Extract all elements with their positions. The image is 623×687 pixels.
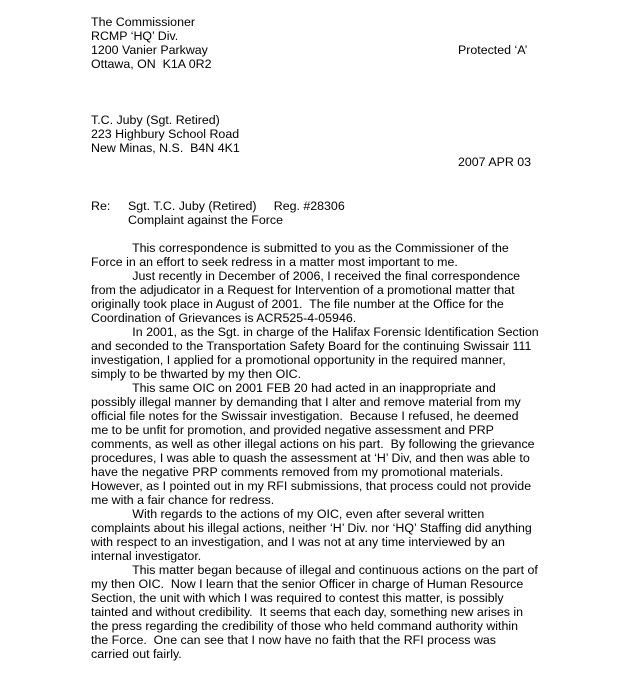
body-line: With regards to the actions of my OIC, even after several written — [91, 507, 485, 521]
recipient-line-3: 1200 Vanier Parkway — [91, 43, 208, 57]
body-line: internal investigator. — [91, 549, 202, 563]
body-line: originally took place in August of 2001. The file number at the Office for the — [91, 297, 504, 311]
re-subject-line-1: Sgt. T.C. Juby (Retired) Reg. #28306 — [128, 199, 345, 213]
body-line: have the negative PRP comments removed from my promotional materials. — [91, 465, 504, 479]
body-line: This same OIC on 2001 FEB 20 had acted in an inappropriate and — [91, 381, 496, 395]
sender-line-2: 223 Highbury School Road — [91, 127, 240, 141]
sender-line-3: New Minas, N.S. B4N 4K1 — [91, 141, 240, 155]
re-label: Re: — [91, 199, 111, 213]
body-line: official file notes for the Swissair investigation. Because I refused, he deemed — [91, 409, 519, 423]
recipient-line-1: The Commissioner — [91, 15, 195, 29]
body-line: from the adjudicator in a Request for Intervention of a promotional matter that — [91, 283, 515, 297]
body-line: tainted and without credibility. It seems that each day, something new arises in — [91, 605, 524, 619]
re-subject-line-2: Complaint against the Force — [128, 213, 283, 227]
body-line: However, as I pointed out in my RFI submissions, that process could not provide — [91, 479, 532, 493]
body-line: Section, the unit with which I was required to contest this matter, is possibly — [91, 591, 504, 605]
body-line: In 2001, as the Sgt. in charge of the Halifax Forensic Identification Section — [91, 325, 539, 339]
body-line: the press regarding the credibility of those who held command authority within — [91, 619, 519, 633]
recipient-line-2: RCMP ‘HQ’ Div. — [91, 29, 179, 43]
body-line: comments, as well as other illegal actions on his part. By following the grievance — [91, 437, 535, 451]
body-line: carried out fairly. — [91, 647, 182, 661]
classification-label: Protected ‘A’ — [458, 43, 528, 57]
sender-line-1: T.C. Juby (Sgt. Retired) — [91, 113, 220, 127]
body-line: This matter began because of illegal and continuous actions on the part of — [91, 563, 538, 577]
body-line: my then OIC. Now I learn that the senior Officer in charge of Human Resource — [91, 577, 524, 591]
body-line: investigation, I applied for a promotional opportunity in the required manner, — [91, 353, 506, 367]
body-line: Just recently in December of 2006, I received the final correspondence — [91, 269, 521, 283]
body-line: me with a fair chance for redress. — [91, 493, 275, 507]
body-line: This correspondence is submitted to you as the Commissioner of the — [91, 241, 509, 255]
body-line: complaints about his illegal actions, neither ‘H’ Div. nor ‘HQ’ Staffing did anything — [91, 521, 532, 535]
body-line: with respect to an investigation, and I was not at any time interviewed by an — [91, 535, 505, 549]
body-line: possibly illegal manner by demanding that I alter and remove material from my — [91, 395, 521, 409]
body-line: and seconded to the Transportation Safety Board for the continuing Swissair 111 — [91, 339, 532, 353]
body-line: simply to be thwarted by my then OIC. — [91, 367, 302, 381]
letter-date: 2007 APR 03 — [458, 155, 532, 169]
body-line: Coordination of Grievances is ACR525-4-05946. — [91, 311, 357, 325]
body-line: the Force. One can see that I now have no faith that the RFI process was — [91, 633, 496, 647]
body-line: Force in an effort to seek redress in a matter most important to me. — [91, 255, 458, 269]
body-line: procedures, I was able to quash the assessment at ‘H’ Div, and then was able to — [91, 451, 530, 465]
recipient-line-4: Ottawa, ON K1A 0R2 — [91, 57, 212, 71]
body-line: me to be unfit for promotion, and provided negative assessment and PRP — [91, 423, 494, 437]
